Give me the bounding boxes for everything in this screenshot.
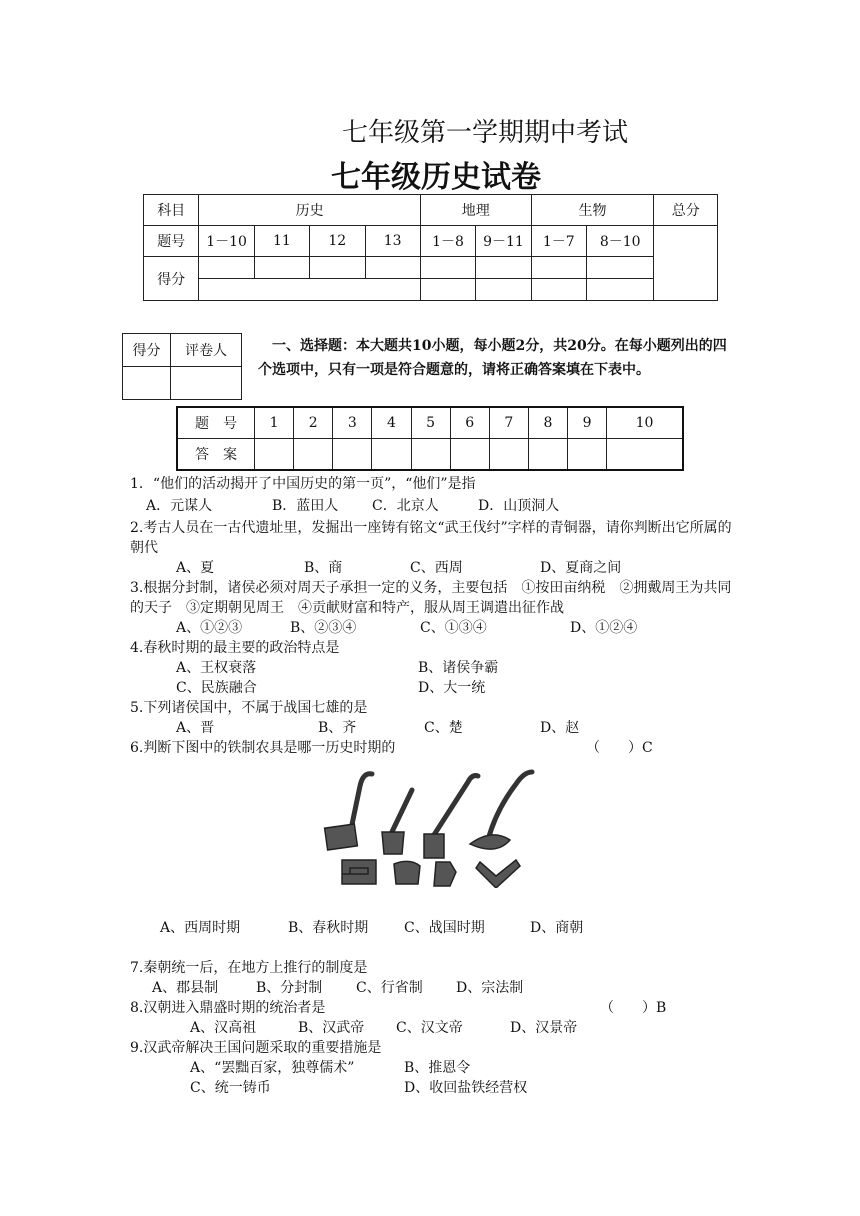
answer-cell[interactable] [294, 439, 333, 471]
option: D、汉景帝 [510, 1020, 578, 1036]
option: C、西周 [410, 560, 463, 576]
option: B、推恩令 [404, 1060, 471, 1076]
qnum-label: 题号 [144, 226, 199, 257]
score-cell [254, 257, 309, 279]
score-cell [365, 257, 420, 279]
score-cell [420, 257, 475, 279]
tool-blade [325, 824, 358, 850]
exam-title: 七年级第一学期期中考试 [341, 118, 628, 148]
answer-table [176, 406, 684, 471]
grader-table [122, 333, 242, 400]
answer-num: 3 [333, 407, 372, 439]
option: A、“罢黜百家，独尊儒术” [190, 1060, 355, 1076]
answer-mark: （ ）C [586, 740, 653, 756]
option: D、收回盐铁经营权 [404, 1080, 528, 1096]
option: D、夏商之间 [540, 560, 622, 576]
score-cell [587, 257, 654, 279]
tool-blade [470, 835, 510, 849]
option: B、②③④ [290, 620, 357, 636]
answer-num: 5 [411, 407, 450, 439]
score-cell [199, 279, 421, 301]
tool-blade [382, 832, 404, 854]
option: A、夏 [176, 560, 215, 576]
answer-cell[interactable] [255, 439, 294, 471]
option: A、郡县制 [152, 980, 219, 996]
option: A、晋 [176, 720, 215, 736]
score-cell [476, 279, 531, 301]
subject-biology: 生物 [531, 195, 654, 226]
score-label: 得分 [144, 257, 199, 301]
option: B、齐 [318, 720, 357, 736]
option: C．北京人 [372, 498, 439, 514]
tool-blade [434, 862, 456, 886]
answer-qnum-label: 题 号 [177, 407, 255, 439]
question-stem: 6.判断下图中的铁制农具是哪一历史时期的 [130, 740, 396, 756]
score-cell [531, 257, 586, 279]
option: C、统一铸币 [190, 1080, 271, 1096]
answer-num: 10 [607, 407, 683, 439]
score-cell [587, 279, 654, 301]
grader-cell [170, 367, 241, 400]
tool-handle [390, 790, 412, 836]
question-stem: 2.考古人员在一古代遗址里，发掘出一座铸有铭文“武王伐纣”字样的青铜器，请你判断出它所属的朝代 [130, 520, 732, 556]
score-cell [199, 257, 254, 279]
score-cell [310, 257, 365, 279]
answer-cell[interactable] [607, 439, 683, 471]
answer-cell[interactable] [372, 439, 411, 471]
question-stem: 5.下列诸侯国中，不属于战国七雄的是 [130, 700, 368, 716]
option: C、①③④ [420, 620, 487, 636]
option: D、宗法制 [456, 980, 524, 996]
answer-num: 9 [568, 407, 607, 439]
option: B、汉武帝 [298, 1020, 365, 1036]
question-stem: 4.春秋时期的最主要的政治特点是 [130, 640, 340, 656]
option: C、楚 [424, 720, 463, 736]
qnum-cell: 8－10 [587, 226, 654, 257]
qnum-cell: 12 [310, 226, 365, 257]
qnum-cell: 1－8 [420, 226, 475, 257]
option: A．元谋人 [146, 498, 213, 514]
question-stem: 1．“他们的活动揭开了中国历史的第一页”，“他们”是指 [130, 476, 476, 492]
qnum-cell: 1－10 [199, 226, 254, 257]
option: C、民族融合 [176, 680, 257, 696]
option: C、汉文帝 [396, 1020, 463, 1036]
answer-cell[interactable] [489, 439, 528, 471]
option: B、诸侯争霸 [418, 660, 499, 676]
qnum-cell: 1－7 [531, 226, 586, 257]
answer-cell[interactable] [333, 439, 372, 471]
option: B、分封制 [256, 980, 323, 996]
score-cell [531, 279, 586, 301]
option: B、春秋时期 [288, 920, 369, 936]
option: D．山顶洞人 [478, 498, 560, 514]
subject-history: 历史 [199, 195, 421, 226]
option: B．蓝田人 [272, 498, 339, 514]
answer-num: 7 [489, 407, 528, 439]
answer-label: 答 案 [177, 439, 255, 471]
exam-subtitle: 七年级历史试卷 [331, 160, 541, 195]
answer-cell[interactable] [528, 439, 567, 471]
score-cell [476, 257, 531, 279]
answer-num: 8 [528, 407, 567, 439]
grader-reviewer-label: 评卷人 [170, 334, 241, 367]
tool-blade [476, 860, 520, 888]
question-stem: 8.汉朝进入鼎盛时期的统治者是 [130, 1000, 326, 1016]
option: C、战国时期 [404, 920, 485, 936]
answer-cell[interactable] [450, 439, 489, 471]
option: D、大一统 [418, 680, 486, 696]
tool-blade [424, 834, 444, 858]
question-stem: 9.汉武帝解决王国问题采取的重要措施是 [130, 1040, 382, 1056]
grader-cell [123, 367, 171, 400]
question-stem: 7.秦朝统一后，在地方上推行的制度是 [130, 960, 368, 976]
option: C、行省制 [356, 980, 423, 996]
subject-geography: 地理 [420, 195, 531, 226]
question-stem: 3.根据分封制，诸侯必须对周天子承担一定的义务，主要包括 ①按田亩纳税 ②拥戴周王为共同的天子 ③定期朝见周王 ④贡献财富和特产，服从周王调遣出征作战 [130, 580, 732, 616]
section-instructions: 一、选择题：本大题共10小题，每小题2分，共20分。在每小题列出的四个选项中，只有一项是符合题意的，请将正确答案填在下表中。 [258, 338, 727, 378]
tool-handle [488, 772, 532, 840]
option: A、王权衰落 [176, 660, 257, 676]
tool-blade [394, 861, 420, 884]
tool-blade [342, 860, 376, 884]
subject-label: 科目 [144, 195, 199, 226]
total-cell [654, 226, 718, 301]
qnum-cell: 11 [254, 226, 309, 257]
option: A、①②③ [176, 620, 243, 636]
answer-num: 4 [372, 407, 411, 439]
answer-num: 6 [450, 407, 489, 439]
option: D、商朝 [530, 920, 584, 936]
score-table [143, 194, 718, 301]
option: B、商 [304, 560, 343, 576]
answer-cell[interactable] [411, 439, 450, 471]
option: A、西周时期 [160, 920, 241, 936]
total-label: 总分 [654, 195, 718, 226]
tool-handle [432, 776, 478, 838]
option: D、赵 [540, 720, 580, 736]
qnum-cell: 13 [365, 226, 420, 257]
qnum-cell: 9－11 [476, 226, 531, 257]
answer-cell[interactable] [568, 439, 607, 471]
grader-score-label: 得分 [123, 334, 171, 367]
answer-num: 1 [255, 407, 294, 439]
iron-farm-tools-illustration [320, 764, 540, 888]
answer-mark: （ ）B [600, 1000, 667, 1016]
answer-num: 2 [294, 407, 333, 439]
option: D、①②④ [570, 620, 638, 636]
option: A、汉高祖 [190, 1020, 257, 1036]
score-cell [420, 279, 475, 301]
